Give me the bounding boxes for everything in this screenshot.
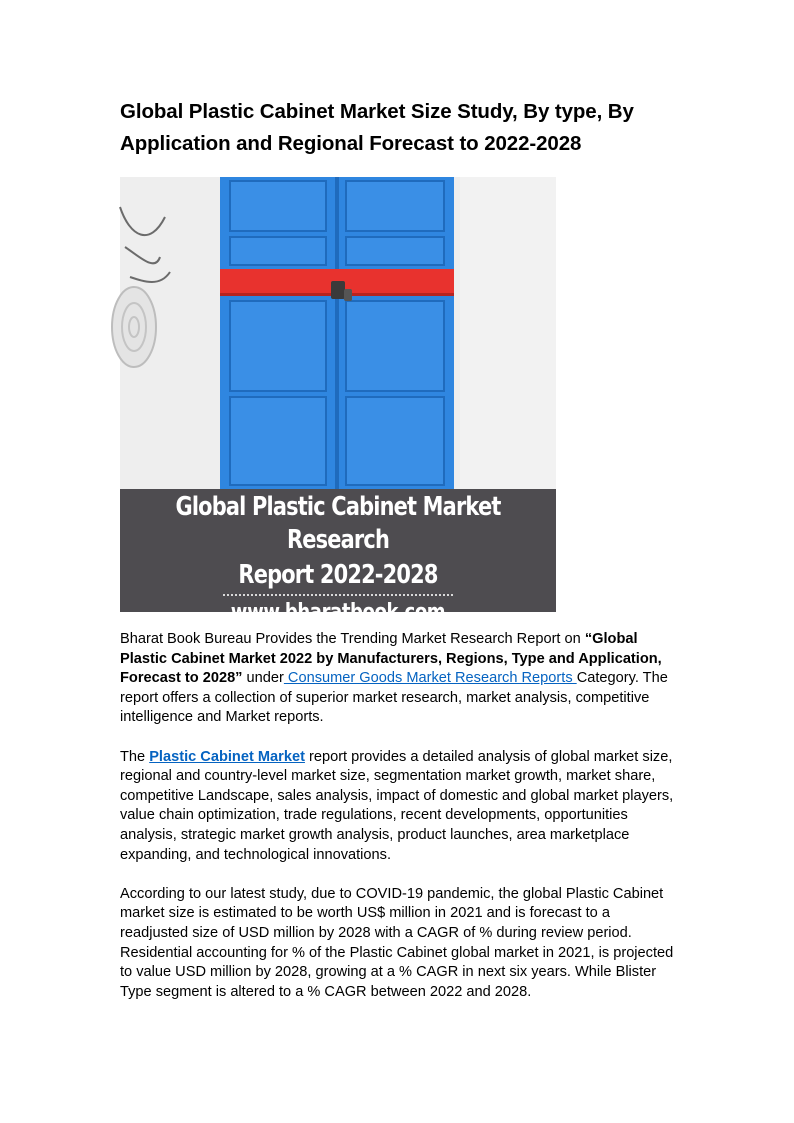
report-banner xyxy=(120,489,556,625)
analysis-rest: report provides a detailed analysis of global market size, regional and country-level market size, segmentation market growth, market share, competitive Landscape, sales analysis, impact of domestic and global market players, value chain optimization, trade regulations, recent developments, opportunities analysis, strategic market growth analysis, product launches, area marketplace expanding, and technological innovations. xyxy=(120,748,674,863)
under-text: under xyxy=(242,670,284,687)
study-paragraph: According to our latest study, due to COVID-19 pandemic, the global Plastic Cabinet market size is estimated to be worth US$ million in 2021 and is forecast to a readjusted size of USD million by 2028 with a CAGR of % during review period. Residential accounting for % of the Plastic Cabinet global market in 2021, is projected to value USD million by 2028, growing at a % CAGR in next six years. While Blister Type segment is altered to a % CAGR between 2022 and 2028. xyxy=(120,885,674,1000)
intro-rest: Category. The report offers a collection of superior market research, market analysis, competitive intelligence and Market reports. xyxy=(120,670,668,726)
plastic-cabinet-market-link[interactable] xyxy=(149,749,305,765)
hero-image xyxy=(120,177,556,625)
document-header xyxy=(120,96,680,160)
analysis-lead: The xyxy=(120,748,150,765)
banner-url: www.bharatbook.com xyxy=(230,600,446,625)
banner-title-line1: Global Plastic Cabinet Market Research xyxy=(175,492,501,555)
page-title: Global Plastic Cabinet Market Size Study, By type, By Application and Regional Forecast to 2022-2028 xyxy=(120,100,634,155)
intro-text: Bharat Book Bureau Provides the Trending Market Research Report on xyxy=(120,631,585,647)
intro-paragraph xyxy=(120,630,680,728)
banner-divider xyxy=(223,594,453,596)
consumer-goods-link[interactable]: Consumer Goods Market Research Reports xyxy=(283,670,577,687)
plastic-cabinet-market-link-label: Plastic Cabinet Market xyxy=(149,748,305,765)
banner-title-line2: Report 2022-2028 xyxy=(238,560,438,590)
analysis-paragraph xyxy=(120,748,680,866)
report-body xyxy=(120,630,680,1022)
report-name: “Global Plastic Cabinet Market 2022 by Manufacturers, Regions, Type and Application, Forecast to 2028” xyxy=(120,631,662,687)
plastic-cabinet-photo xyxy=(120,177,556,489)
